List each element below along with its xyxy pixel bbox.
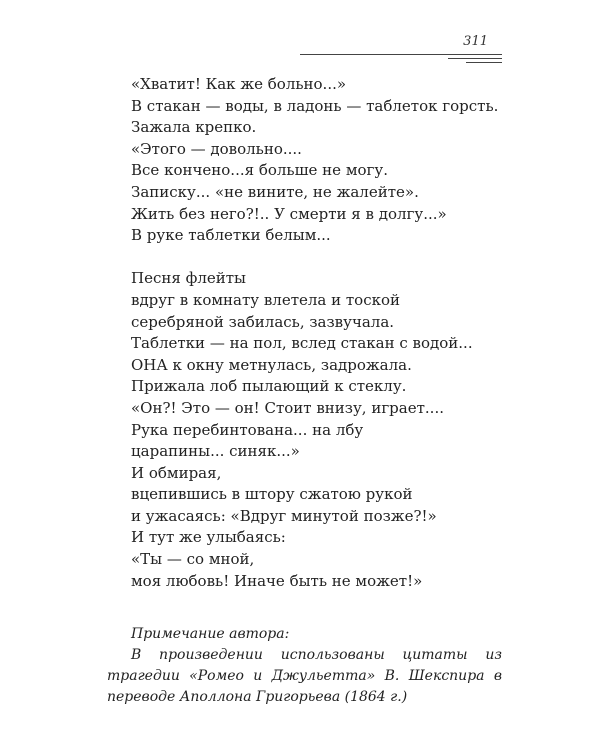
poem-line: Песня флейты	[131, 269, 246, 288]
header-rule-short	[448, 58, 502, 59]
poem-line: В руке таблетки белым...	[131, 226, 331, 245]
header-rule-shortest	[466, 62, 502, 63]
poem-line: И обмирая,	[131, 463, 222, 482]
header-rule	[300, 54, 502, 55]
poem-line: Таблетки — на пол, вслед стакан с водой...	[131, 334, 473, 353]
poem-line: «Он?! Это — он! Стоит внизу, играет....	[131, 398, 444, 417]
poem-line: вцепившись в штору сжатою рукой	[131, 485, 413, 504]
poem-stanza-2	[131, 268, 498, 592]
poem-line: серебряной забилась, зазвучала.	[131, 312, 395, 331]
page-number: 311	[463, 34, 488, 49]
poem-line: моя любовь! Иначе быть не может!»	[131, 571, 423, 590]
poem-line: «Хватит! Как же больно...»	[131, 75, 347, 93]
poem-line: Все кончено...я больше не могу.	[131, 161, 388, 180]
author-note	[107, 624, 502, 708]
poem-line: И тут же улыбаясь:	[131, 528, 286, 547]
poem-line: Зажала крепко.	[131, 118, 257, 137]
poem-line: В стакан — воды, в ладонь — таблеток горсть.	[131, 96, 499, 115]
poem-line: ОНА к окну метнулась, задрожала.	[131, 355, 412, 374]
poem-line: «Ты — со мной,	[131, 550, 255, 569]
poem-stanza-1	[131, 74, 498, 247]
poem-line: и ужасаясь: «Вдруг минутой позже?!»	[131, 506, 437, 525]
poem-line: Жить без него?!.. У смерти я в долгу...»	[131, 204, 447, 223]
author-note-body: В произведении использованы цитаты из трагедии «Ромео и Джульетта» В. Шекспира в переводе Аполлона Григорьева (1864 г.)	[107, 647, 502, 705]
poem-line: «Этого — довольно....	[131, 139, 302, 158]
poem-line: Рука перебинтована... на лбу	[131, 420, 364, 439]
poem-text	[131, 74, 498, 592]
author-note-title: Примечание автора:	[131, 626, 290, 642]
poem-line: царапины... синяк...»	[131, 442, 300, 461]
poem-line: Прижала лоб пылающий к стеклу.	[131, 377, 407, 396]
poem-line: вдруг в комнату влетела и тоской	[131, 290, 401, 309]
poem-line: Записку... «не вините, не жалейте».	[131, 182, 419, 201]
